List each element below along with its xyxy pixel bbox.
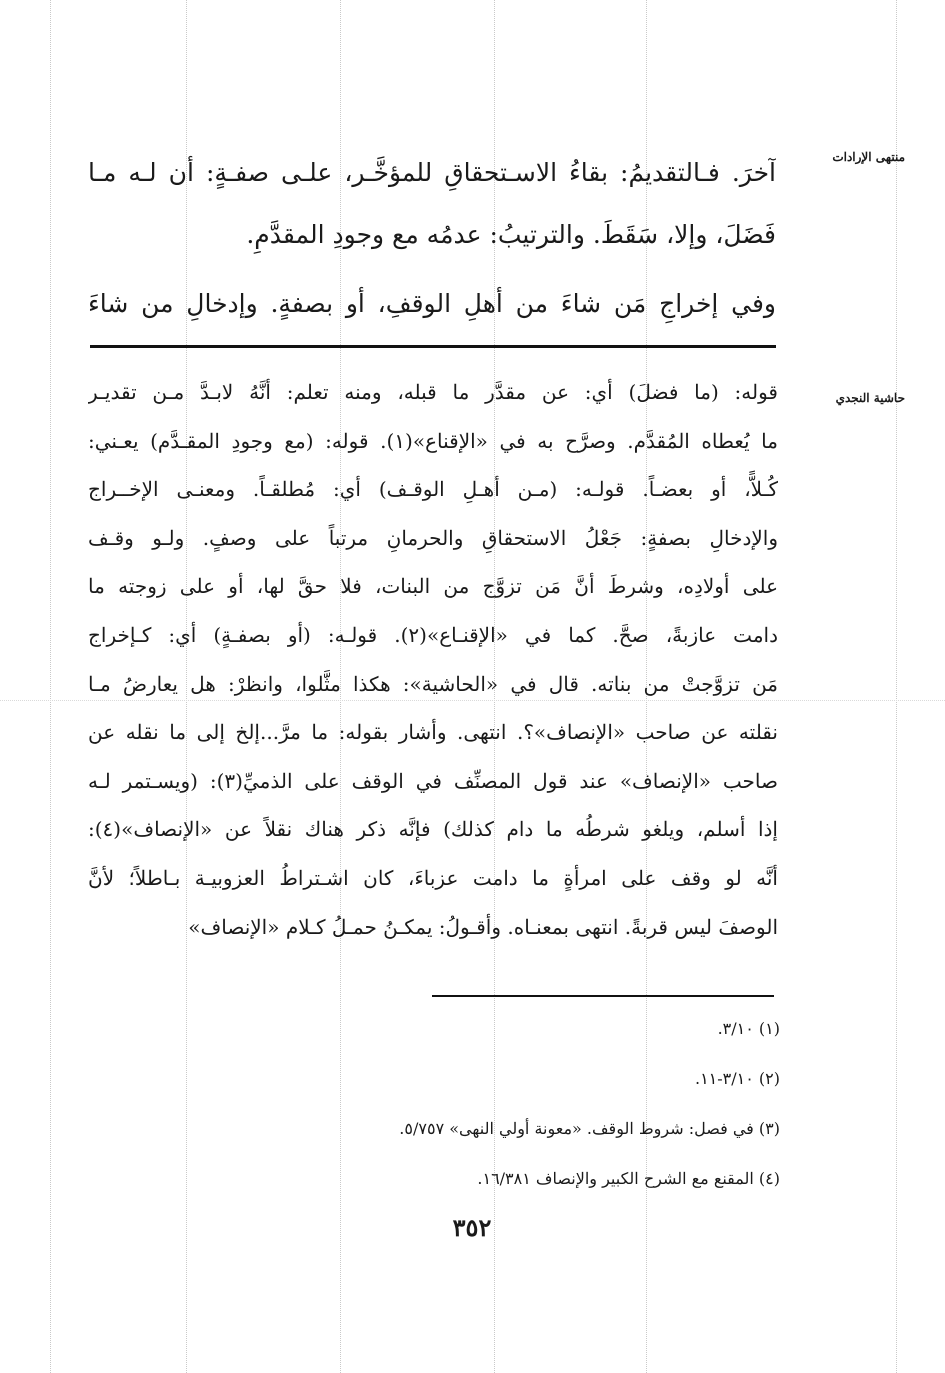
footnote: (٢) ٣/١٠-١١.	[694, 1069, 780, 1088]
grid-line	[50, 0, 51, 1373]
commentary-line: دامت عازبةً، صحَّ. كما في «الإقنـاع»(٢). قولـه: (أو بصفـةٍ) أي: كـإخراج	[88, 622, 778, 647]
footnote: (١) ٣/١٠.	[717, 1019, 780, 1038]
page-number: ٣٥٢	[452, 1213, 492, 1242]
commentary-line: على أولادِه، وشرطَ أنَّ مَن تزوَّج من البنات، فلا حقَّ لها، أو على زوجته ما	[88, 574, 778, 599]
main-text-line: فَضَلَ، وإلا، سَقَطَ. والترتيبُ: عدمُه مع وجودِ المقدَّمِ.	[246, 220, 776, 249]
commentary-line: ما يُعطاه المُقدَّم. وصرَّح به في «الإقناع»(١). قوله: (مع وجودِ المقـدَّم) يعـني:	[88, 428, 778, 453]
side-label-main: منتهى الإرادات	[832, 150, 905, 164]
footnote: (٤) المقنع مع الشرح الكبير والإنصاف ١٦/٣٨١.	[477, 1169, 780, 1188]
main-text-separator	[90, 345, 776, 348]
main-text	[88, 142, 776, 335]
side-label-commentary: حاشية النجدي	[835, 391, 905, 405]
commentary-line: نقلته عن صاحب «الإنصاف»؟. انتهى. وأشار بقوله: ما مرَّ...إلخ إلى ما نقله عن	[88, 720, 778, 745]
commentary-line: أنَّه لو وقف على امرأةٍ ما دامت عزباءَ، كان اشـتراطُ العزوبيـة بـاطلاً؛ لأنَّ	[88, 865, 778, 890]
footnote: (٣) في فصل: شروط الوقف. «معونة أولي النهى» ٥/٧٥٧.	[399, 1119, 780, 1138]
main-text-line: آخرَ. فـالتقديمُ: بقاءُ الاسـتحقاقِ للمؤخَّـر، علـى صفـةٍ: أن لـه مـا	[88, 158, 776, 187]
commentary-line: قوله: (ما فضلَ) أي: عن مقدَّر ما قبله، ومنه تعلم: أنَّهُ لابـدَّ مـن تقديـر	[88, 380, 778, 404]
commentary-line: مَن تزوَّجتْ من بناته. قال في «الحاشية»: هكذا مثَّلوا، وانظرْ: هل يعارضُ مـا	[88, 671, 778, 696]
grid-line	[896, 0, 897, 1373]
footnotes	[300, 1004, 780, 1204]
commentary-line: كُـلاًّ، أو بعضـاً. قولـه: (مـن أهـلِ الوقـف) أي: مُطلقـاً. ومعنـى الإخــراج	[88, 477, 778, 502]
commentary-line: صاحب «الإنصاف» عند قول المصنِّف في الوقف على الذميِّ(٣): (ويسـتمر لـه	[88, 768, 778, 793]
commentary-text	[88, 368, 778, 951]
commentary-line: والإدخالِ بصفةٍ: جَعْلُ الاستحقاقِ والحرمانِ مرتباً على وصفٍ. ولـو وقـف	[88, 525, 778, 550]
commentary-line: إذا أسلم، ويلغو شرطُه ما دام كذلك) فإنَّه ذكر هناك نقلاً عن «الإنصاف»(٤):	[88, 817, 778, 842]
footnote-separator	[432, 995, 774, 997]
commentary-line: الوصفَ ليس قربةً. انتهى بمعنـاه. وأقـولُ: يمكـنُ حمـلُ كـلام «الإنصاف»	[188, 914, 778, 939]
main-text-line: وفي إخراجِ مَن شاءَ من أهلِ الوقفِ، أو بصفةٍ. وإدخالِ من شاءَ	[88, 289, 776, 318]
